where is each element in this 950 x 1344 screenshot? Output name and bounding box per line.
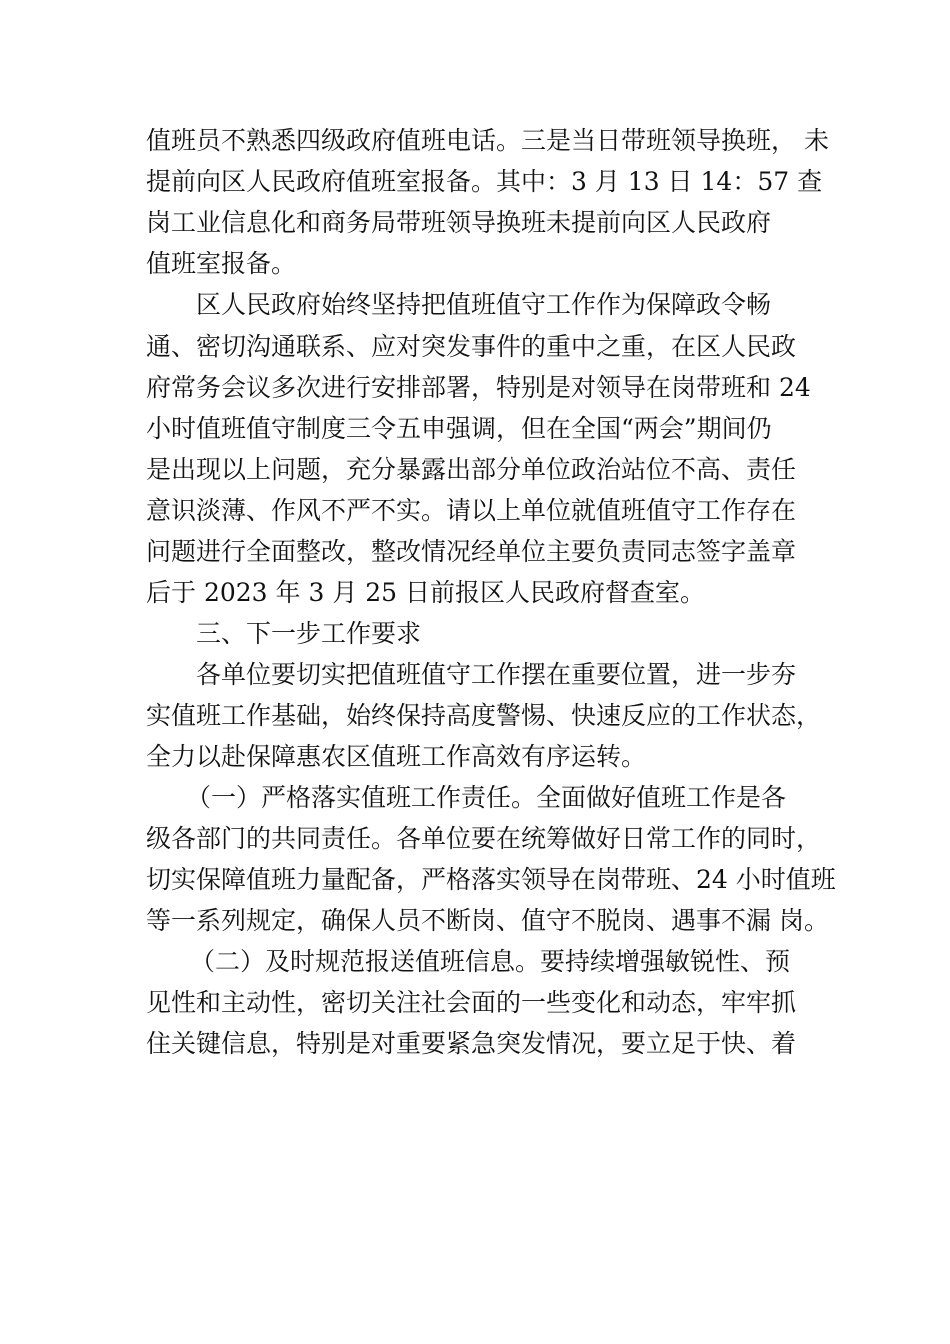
body-text-line: 意识淡薄、作风不严不实。请以上单位就值班值守工作存在 [146, 496, 797, 525]
body-text-line: 问题进行全面整改，整改情况经单位主要负责同志签字盖章 [146, 537, 797, 566]
section-heading: 三、下一步工作要求 [196, 619, 422, 648]
paragraph-first-line: 区人民政府始终坚持把值班值守工作作为保障政令畅 [196, 290, 772, 319]
body-text-line: 全力以赴保障惠农区值班工作高效有序运转。 [146, 742, 647, 771]
body-text-line: 是出现以上问题，充分暴露出部分单位政治站位不高、责任 [146, 455, 797, 484]
body-text-line: 见性和主动性，密切关注社会面的一些变化和动态，牢牢抓 [146, 988, 797, 1017]
body-text-line: 值班员不熟悉四级政府值班电话。三是当日带班领导换班， 未 [146, 126, 829, 155]
body-text-line: 等一系列规定，确保人员不断岗、值守不脱岗、遇事不漏 岗。 [146, 906, 829, 935]
subsection-heading: （二）及时规范报送值班信息。要持续增强敏锐性、预 [190, 947, 791, 976]
body-text-line: 提前向区人民政府值班室报备。其中：3 月 13 日 14：57 查 [146, 167, 823, 196]
body-text-line: 实值班工作基础，始终保持高度警惕、快速反应的工作状态， [146, 701, 822, 730]
body-text-line: 后于 2023 年 3 月 25 日前报区人民政府督查室。 [146, 578, 706, 607]
body-text-line: 切实保障值班力量配备，严格落实领导在岗带班、24 小时值班 [146, 865, 836, 894]
body-text-line: 岗工业信息化和商务局带班领导换班未提前向区人民政府 [146, 208, 772, 237]
body-text-line: 住关键信息，特别是对重要紧急突发情况，要立足于快、着 [146, 1029, 797, 1058]
body-text-line: 通、密切沟通联系、应对突发事件的重中之重，在区人民政 [146, 332, 797, 361]
subsection-heading: （一）严格落实值班工作责任。全面做好值班工作是各 [186, 783, 787, 812]
body-text-line: 府常务会议多次进行安排部署，特别是对领导在岗带班和 24 [146, 373, 811, 402]
body-text-line: 小时值班值守制度三令五申强调，但在全国“两会”期间仍 [146, 414, 772, 443]
body-text-line: 值班室报备。 [146, 249, 297, 278]
paragraph-first-line: 各单位要切实把值班值守工作摆在重要位置，进一步夯 [196, 660, 797, 689]
body-text-line: 级各部门的共同责任。各单位要在统筹做好日常工作的同时， [146, 824, 822, 853]
